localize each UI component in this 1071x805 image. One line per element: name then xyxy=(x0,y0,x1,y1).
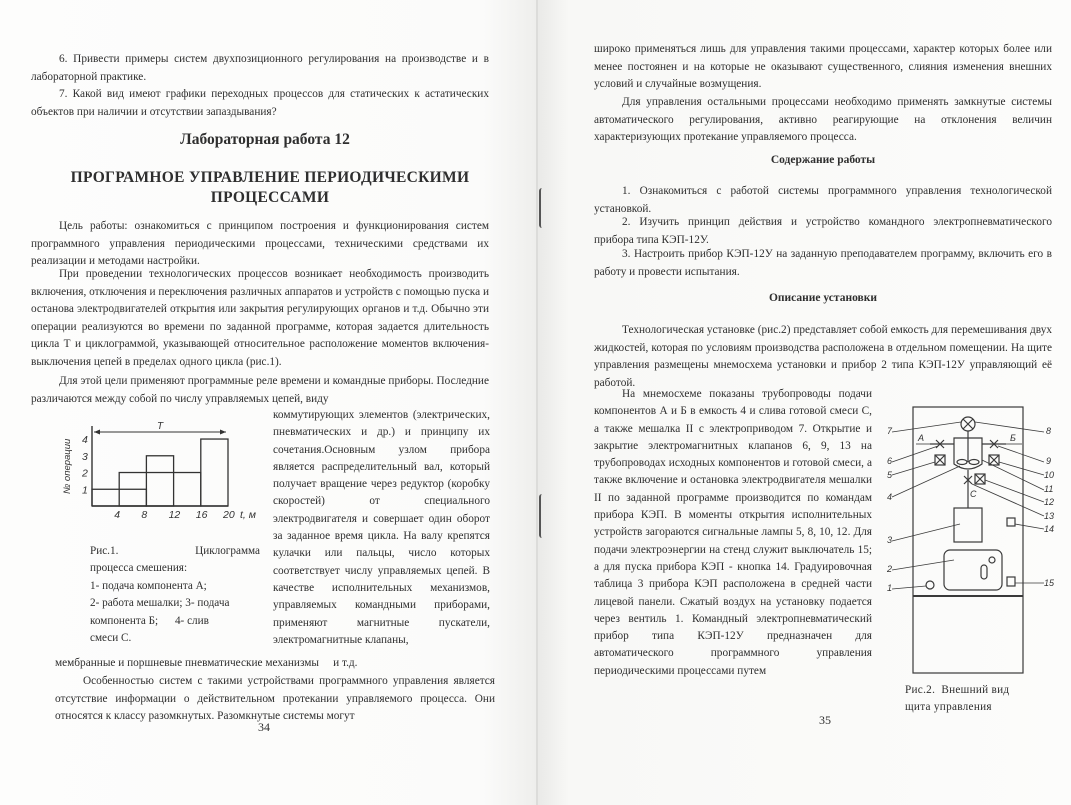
label-1: 1 xyxy=(887,583,893,593)
figure-2-caption xyxy=(905,682,1065,717)
cycle-label: T xyxy=(157,421,164,432)
paragraph-continued: широко применяться лишь для управления такими процессами, характер которых более или менее постоянен и на которые не оказывают существенного, слияния изменения внешних условий и случайные возмущения. xyxy=(594,43,1052,91)
label-6: 6 xyxy=(887,456,893,466)
paragraph-3: Особенностью систем с такими устройствами программного управления является отсутствие информации о действительном протекании управляемого процесса. Они относятся к классу разомкнутых. Разомкнутые системы могут xyxy=(55,675,495,723)
lab-heading: Лабораторная работа 12 xyxy=(180,131,350,148)
label-10: 10 xyxy=(1044,470,1055,480)
label-15: 15 xyxy=(1044,578,1055,588)
label-14: 14 xyxy=(1044,524,1055,534)
label-2: 2 xyxy=(887,564,893,574)
paragraph-2-start: Для этой цели применяют программные реле времени и командные приборы. Последние различаются между собой по числу управляемых цепей, виду xyxy=(31,375,489,405)
label-a: А xyxy=(918,433,925,443)
description-paragraph-1: Технологическая установке (рис.2) представляет собой емкость для перемешивания двух жидкостей, которая по условиям производства расположена в отдельном помещении. На щите управления размещены мнемосхема установки и прибор 2 типа КЭП-12У управляющий её работой. xyxy=(594,324,1052,389)
y-tick-label: 4 xyxy=(82,434,88,447)
paragraph-1: При проведении технологических процессов возникает необходимость производить включения, отключения и переключения различных аппаратов и устройств с помощью пуска и останова электродвигателей открытия или закрытия регулирующих органов и т.д. Обычно эти операции реализуются во времени по заданной программе, которая задается длительность цикла Т и циклограммой, указывающей относительное расположение моментов включения-выключения цепей в пределах одного цикла (рис.1). xyxy=(31,268,489,368)
x-tick-label: 8 xyxy=(141,509,148,521)
x-tick-label: 20 xyxy=(223,509,235,521)
device-knob xyxy=(989,557,995,563)
motor-cross xyxy=(963,419,973,429)
label-5: 5 xyxy=(887,470,893,480)
cycle-arrow-head-right xyxy=(220,430,226,435)
x-tick-label: 16 xyxy=(195,509,208,521)
x-axis-label: t, м xyxy=(240,509,256,521)
staple-bottom xyxy=(539,494,545,538)
device-window xyxy=(981,565,987,579)
y-tick-label: 3 xyxy=(82,450,88,463)
kep-device xyxy=(944,550,1002,590)
section-heading-description: Описание установки xyxy=(768,292,877,304)
y-tick-label: 1 xyxy=(82,484,88,497)
figure-1-caption-line: смеси С. xyxy=(90,632,132,645)
cyclogram-chart xyxy=(36,420,266,538)
x-tick-label: 12 xyxy=(168,509,181,521)
lamp-10-cross xyxy=(989,455,999,465)
x-tick-label: 4 xyxy=(114,509,121,521)
cyclogram-marks xyxy=(62,421,256,521)
task-2: 2. Изучить принцип действия и устройство командного электропневматического прибора типа КЭП-12У. xyxy=(594,216,1052,246)
section-heading-content: Содержание работы xyxy=(770,154,876,166)
y-axis-label: № операции xyxy=(62,438,73,494)
label-11: 11 xyxy=(1044,484,1054,494)
page-number-right: 35 xyxy=(819,713,831,727)
paragraph-closed-systems: Для управления остальными процессами необходимо применять замкнутые системы автоматического регулирования, активно реагирующие на отклонения величин характеризующих протекание управляемого процесса. xyxy=(594,96,1052,144)
label-8: 8 xyxy=(1046,426,1052,436)
book-spine xyxy=(536,0,538,805)
label-4: 4 xyxy=(887,492,893,502)
figure-1-caption-line: 1- подача компонента А; xyxy=(90,579,207,592)
title-line-1: ПРОГРАМНОЕ УПРАВЛЕНИЕ ПЕРИОДИЧЕСКИМИ xyxy=(70,169,470,186)
figure-1-title: Циклограмма xyxy=(195,545,260,557)
right-page xyxy=(537,0,1071,805)
page-title xyxy=(40,168,500,208)
label-7: 7 xyxy=(887,426,893,436)
figure-1-caption-line: процесса смешения: xyxy=(90,562,188,575)
question-6: 6. Привести примеры систем двухпозиционного регулирования на производстве и в лабораторной практике. xyxy=(31,53,489,83)
task-3: 3. Настроить прибор КЭП-12У на заданную преподавателем программу, включить его в работу и провести испытания. xyxy=(594,248,1052,278)
label-12: 12 xyxy=(1044,497,1055,507)
cyclogram-bar-op-4 xyxy=(201,439,228,506)
goal-paragraph: Цель работы: ознакомиться с принципом построения и функционирования систем программного управления периодическими процессами, техническими средствами их реализации и методами настройки. xyxy=(31,220,489,268)
staple-top xyxy=(539,188,545,228)
lamp-5-cross xyxy=(935,455,945,465)
page-number-left: 34 xyxy=(258,720,270,734)
air-valve-icon xyxy=(926,581,934,589)
mixer-blade xyxy=(957,460,967,465)
title-line-2: ПРОЦЕССАМИ xyxy=(210,189,330,206)
switch-15-icon xyxy=(1007,577,1015,586)
figure-2-caption-line-1: Рис.2. Внешний вид xyxy=(905,684,1010,696)
figure-1-caption-head xyxy=(90,543,260,560)
figure-1-caption-line: 2- работа мешалки; 3- подача xyxy=(90,597,230,610)
figure-1-caption-line: компонента Б; 4- слив xyxy=(90,614,209,627)
label-c: С xyxy=(970,489,977,499)
task-1: 1. Ознакомиться с работой системы программного управления технологической установкой. xyxy=(594,185,1052,215)
figure-1-label: Рис.1. xyxy=(90,545,119,557)
label-13: 13 xyxy=(1044,511,1055,521)
question-7: 7. Какой вид имеют графики переходных процессов для статических к астатических объектов при наличии и отсутствии запаздывания? xyxy=(31,88,489,118)
button-14-icon xyxy=(1007,518,1015,526)
description-paragraph-2: На мнемосхеме показаны трубопроводы подачи компонентов А и Б в емкость 4 и слива готовой смеси С, а также мешалка II с электроприводом 7. Открытие и закрытие электромагнитных клапанов 6, 9, 13 на трубопроводах исходных компонентов и готовой смеси, а также включение и остановка электродвигателя мешалки II по заданной программе производится по командам прибора КЭП. В моменты открытия исполнительных устройств загораются сигнальные лампы 5, 8, 10, 12. Для подачи электроэнергии на стенд служит выключатель 15; а для пуска прибора КЭП - кнопка 14. Градуировочная таблица 3 прибора КЭП расположена в средней части лицевой панели. Сжатый воздух на установку подается через вентиль 1. Командный электропневматический прибор типа КЭП-12У предназначен для автоматического программного управления периодическими процессами путем xyxy=(594,388,872,677)
y-tick-label: 2 xyxy=(82,467,88,480)
label-b: Б xyxy=(1010,433,1016,443)
control-panel-diagram xyxy=(882,400,1062,690)
figure-2-caption-line-2: щита управления xyxy=(905,701,992,714)
mixer-blade xyxy=(969,460,979,465)
paragraph-2-column: коммутирующих элементов (электрических, пневматических и др.) и принципу их сочетания.Основным узлом прибора является распределительный вал, который получает вращение через редуктор (коробку скоростей) от специального электродвигателя и совершает один оборот за заданное время цикла. На валу крепятся кулачки или пальцы, число которых соответствует числу управляемых цепей. В качестве исполнительных механизмов, управляемых командными приборами, применяют магнитные пускатели, электромагнитные клапаны, xyxy=(273,409,490,646)
calibration-table xyxy=(954,508,982,542)
cyclogram-bar-op-3 xyxy=(146,456,173,506)
lamp-12-cross xyxy=(975,474,985,484)
paragraph-2-end: мембранные и поршневые пневматические механизмы и т.д. xyxy=(55,657,358,669)
cycle-arrow-head-left xyxy=(94,430,100,435)
label-3: 3 xyxy=(887,535,893,545)
label-9: 9 xyxy=(1046,456,1052,466)
figure-1-caption xyxy=(90,543,260,647)
